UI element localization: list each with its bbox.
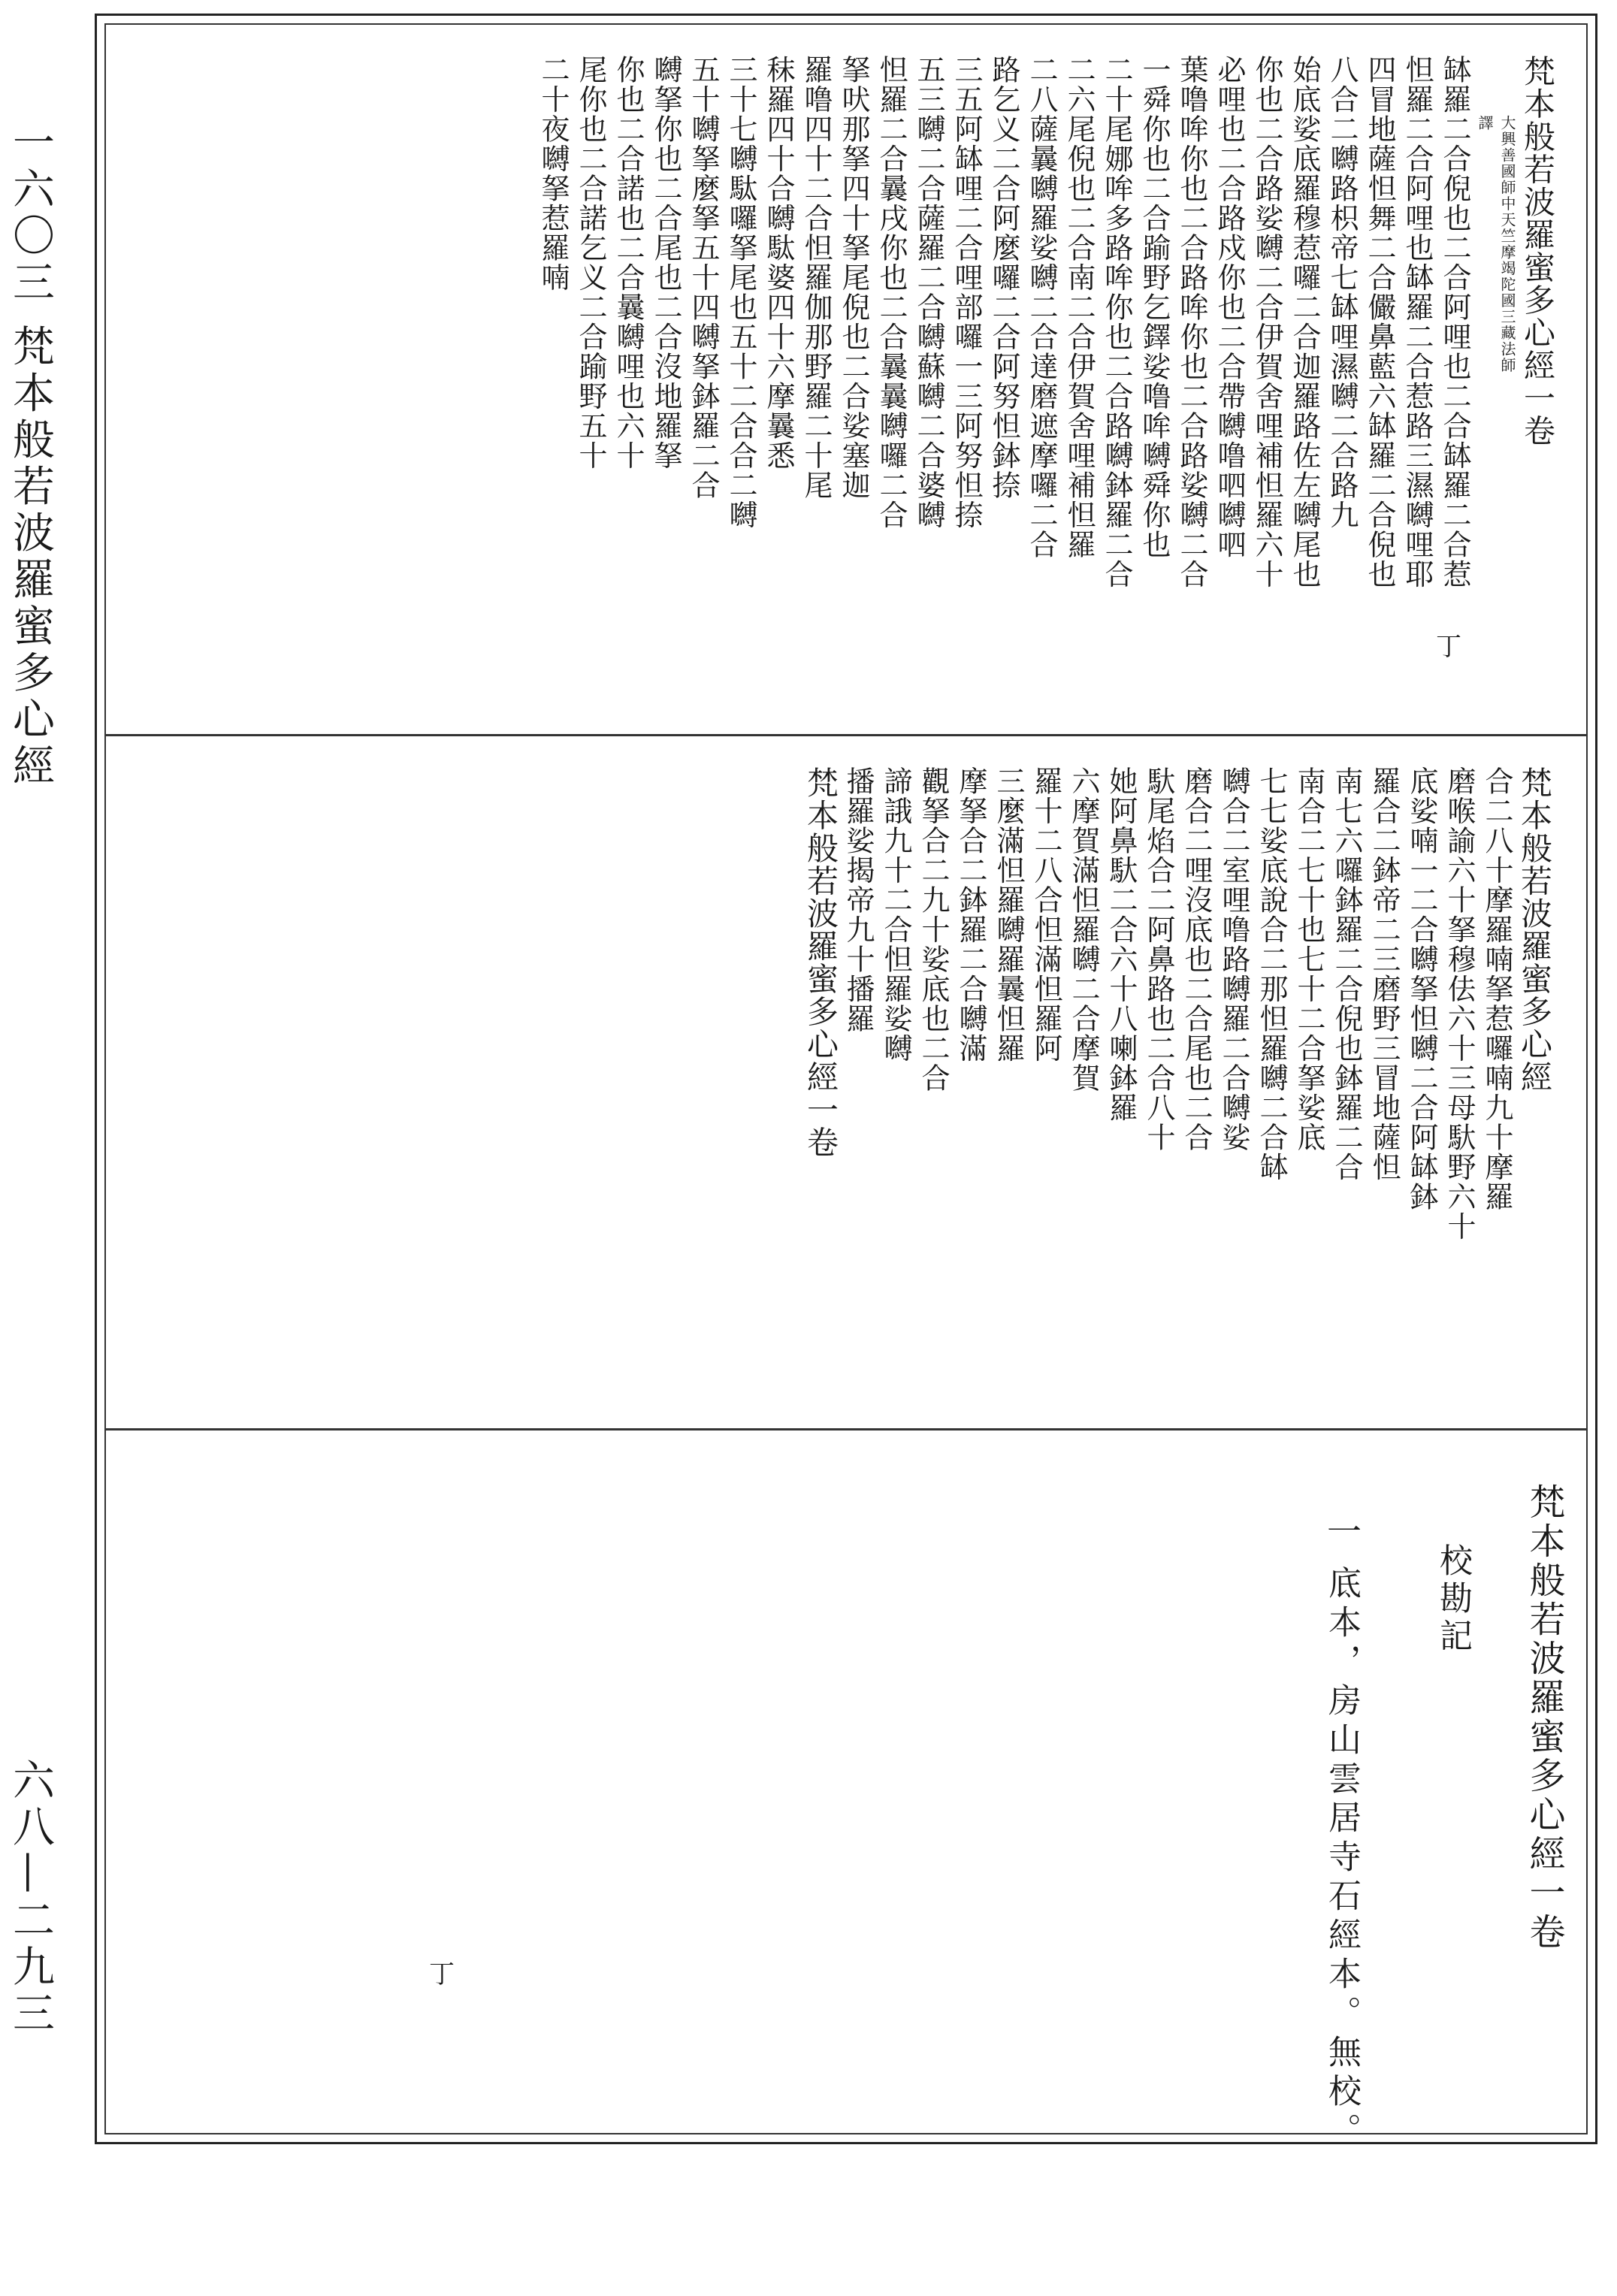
text-column: 怛羅二合阿哩也缽羅二合惹路三濕嚩哩耶 [1401,55,1434,589]
text-column: 一舜你也二合踰野乞鐸娑噜哞嚩舜你也 [1138,55,1171,560]
text-column: 你也二合路娑嚩二合伊賀舍哩補怛羅六十 [1250,55,1283,589]
text-column: 嚩合二室哩噜路嚩羅二合嚩娑 [1217,766,1250,1153]
text-column: 底娑喃一二合嚩拏怛嚩二合阿缽鉢 [1405,766,1438,1212]
text-column: 八合二嚩路枳帝七缽哩濕嚩二合路九 [1325,55,1359,530]
note-text: 底本，房山雲居寺石經本。無校。 [1322,1566,1361,2152]
page-frame-inner [104,23,1588,2152]
collation-notes-section [106,1430,1586,2152]
text-column: 五十嚩拏麼拏五十四嚩拏鉢羅二合 [687,55,720,500]
text-column: 南合二七十也七十二合拏娑底 [1292,766,1325,1153]
text-column: 馱尾焰合二阿鼻路也二合八十 [1142,766,1175,1153]
text-column: 摩拏合二鉢羅二合嚩滿 [954,766,987,1063]
text-column: 缽羅二合倪也二合阿哩也二合缽羅二合惹 [1438,55,1471,589]
page-frame [95,14,1597,2152]
text-column: 羅十二八合怛滿怛羅阿 [1029,766,1062,1063]
top-section [106,25,1586,734]
text-column: 二八薩曩嚩羅娑嚩二合達磨遮摩囉二合 [1025,55,1058,560]
text-column: 秣羅四十合嚩駄婆四十六摩曩悉 [762,55,795,470]
text-column: 怛羅二合曩戌你也二合曩曩嚩囉二合 [875,55,908,530]
note-number: 一 [1322,1513,1362,1548]
text-column: 葉噜哞你也二合路哞你也二合路娑嚩二合 [1175,55,1208,589]
text-column: 始底娑底羅穆惹囉二合迦羅路佐左嚩尾也 [1288,55,1321,589]
text-column: 五三嚩二合薩羅二合嚩蘇嚩二合婆嚩 [912,55,945,530]
top-section-columns [534,55,1556,761]
middle-section-columns [802,766,1553,1397]
text-column: 播羅娑揭帝九十播羅 [842,766,875,1034]
notes-heading: 校勘記 [1434,1543,1472,1656]
middle-section-end-title: 梵本般若波羅蜜多心經一卷 [802,766,839,1159]
notes-title: 梵本般若波羅蜜多心經一卷 [1523,1483,1565,1952]
text-column: 七七娑底說合二那怛羅嚩二合缽 [1255,766,1288,1182]
text-column: 拏吠那拏四十拏尾倪也二合娑塞迦 [837,55,870,500]
text-column: 磨喉諭六十拏穆佉六十三母馱野六十 [1443,766,1476,1241]
text-column: 尾你也二合諾乞义二合踰野五十 [574,55,607,470]
text-column: 諦誐九十二合怛羅娑嚩 [879,766,912,1063]
text-column: 路乞义二合阿麼囉二合阿努怛鉢捺 [987,55,1020,500]
text-column: 四冒地薩怛舞二合儼鼻藍六缽羅二合倪也 [1363,55,1396,589]
text-column: 三五阿缽哩二合哩部囉一三阿努怛捺 [950,55,983,530]
middle-section-end-mark: 丁 [429,1959,455,1989]
text-column: 三麼滿怛羅嚩羅曩怛羅 [992,766,1025,1063]
top-section-end-mark: 丁 [1436,632,1461,662]
text-column: 二十夜嚩拏惹羅喃 [536,55,570,292]
margin-title: 一六〇三 梵本般若波羅蜜多心經 [6,120,55,790]
text-column: 二十尾娜哞多路哞你也二合路嚩鉢羅二合 [1100,55,1133,589]
top-section-title: 梵本般若波羅蜜多心經一卷 [1519,55,1556,447]
text-column: 觀拏合二九十娑底也二合 [917,766,950,1093]
text-column: 她阿鼻馱二合六十八喇鉢羅 [1105,766,1138,1122]
middle-section-title: 梵本般若波羅蜜多心經 [1516,766,1553,1093]
text-column: 羅噜四十二合怛羅伽那野羅二十尾 [799,55,833,500]
text-column: 羅合二鉢帝二三磨野三冒地薩怛 [1368,766,1401,1182]
text-column: 合二八十摩羅喃拏惹囉喃九十摩羅 [1480,766,1513,1212]
text-column: 三十七嚩駄囉拏尾也五十二合合二嚩 [724,55,757,530]
text-column: 必哩也二合路戍你也二合帶嚩噜呬嚩呬 [1213,55,1246,560]
text-column: 磨合二哩沒底也二合尾也二合 [1180,766,1213,1153]
text-column: 南七六囉鉢羅二合倪也鉢羅二合 [1330,766,1363,1182]
text-column: 二六尾倪也二合南二合伊賀舍哩補怛羅 [1062,55,1096,560]
margin-page-number: 六八—二九三 [6,1758,55,2038]
text-column: 你也二合諾也二合曩嚩哩也六十 [612,55,645,470]
top-section-subtitle: 大興善國師中天竺摩竭陀國三藏法師 [1498,115,1516,373]
text-column: 六摩賀滿怛羅嚩二合摩賀 [1067,766,1100,1093]
text-column: 嚩拏你也二合尾也二合沒地羅拏 [649,55,682,470]
top-section-translator: 譯 [1476,115,1494,131]
